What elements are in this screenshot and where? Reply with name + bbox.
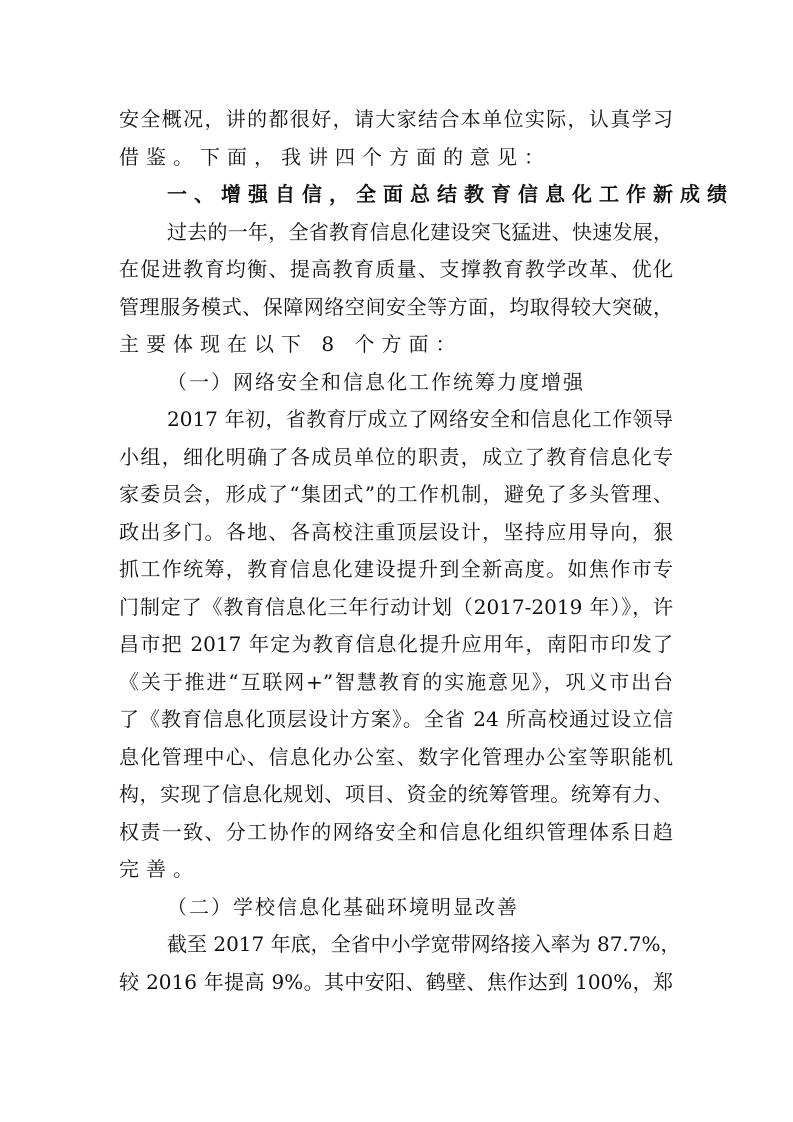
body-line: 管理服务模式、保障网络空间安全等方面，均取得较大突破，	[119, 294, 673, 319]
subsection-heading: （一）网络安全和信息化工作统筹力度增强	[167, 369, 585, 394]
body-line: 抓工作统筹，教育信息化建设提升到全新高度。如焦作市专	[119, 557, 673, 581]
body-line: 了《教育信息化顶层设计方案》。全省 24 所高校通过设立信	[119, 707, 673, 731]
body-line: 息化管理中心、信息化办公室、数字化管理办公室等职能机	[119, 744, 673, 769]
subsection-heading: （二）学校信息化基础环境明显改善	[167, 894, 519, 919]
body-line: 家委员会，形成了“集团式”的工作机制，避免了多头管理、	[119, 482, 673, 506]
body-line: 过去的一年，全省教育信息化建设突飞猛进、快速发展，	[167, 219, 673, 244]
body-line: 完善。	[119, 857, 200, 881]
body-line: 借鉴。下面，我讲四个方面的意见：	[119, 144, 551, 169]
body-line: 小组，细化明确了各成员单位的职责，成立了教育信息化专	[119, 444, 673, 469]
body-line: 在促进教育均衡、提高教育质量、支撑教育教学改革、优化	[119, 257, 673, 281]
document-page	[119, 101, 734, 1001]
body-line: 《关于推进“互联网+”智慧教育的实施意见》，巩义市出台	[119, 669, 673, 694]
body-line: 截至 2017 年底，全省中小学宽带网络接入率为 87.7%，	[167, 932, 681, 956]
section-heading: 一、增强自信，全面总结教育信息化工作新成绩	[167, 182, 734, 206]
body-line: 2017 年初，省教育厅成立了网络安全和信息化工作领导	[167, 407, 673, 431]
body-line: 昌市把 2017 年定为教育信息化提升应用年，南阳市印发了	[119, 632, 673, 656]
body-line: 门制定了《教育信息化三年行动计划（2017-2019 年）》，许	[119, 594, 673, 619]
body-line: 较 2016 年提高 9%。其中安阳、鹤壁、焦作达到 100%，郑	[119, 969, 673, 994]
body-line: 主要体现在以下 8 个方面：	[119, 332, 463, 356]
body-line: 权责一致、分工协作的网络安全和信息化组织管理体系日趋	[119, 819, 673, 844]
body-line: 安全概况，讲的都很好，请大家结合本单位实际，认真学习	[119, 107, 673, 131]
body-line: 政出多门。各地、各高校注重顶层设计，坚持应用导向，狠	[119, 519, 673, 544]
body-line: 构，实现了信息化规划、项目、资金的统筹管理。统筹有力、	[119, 782, 673, 806]
